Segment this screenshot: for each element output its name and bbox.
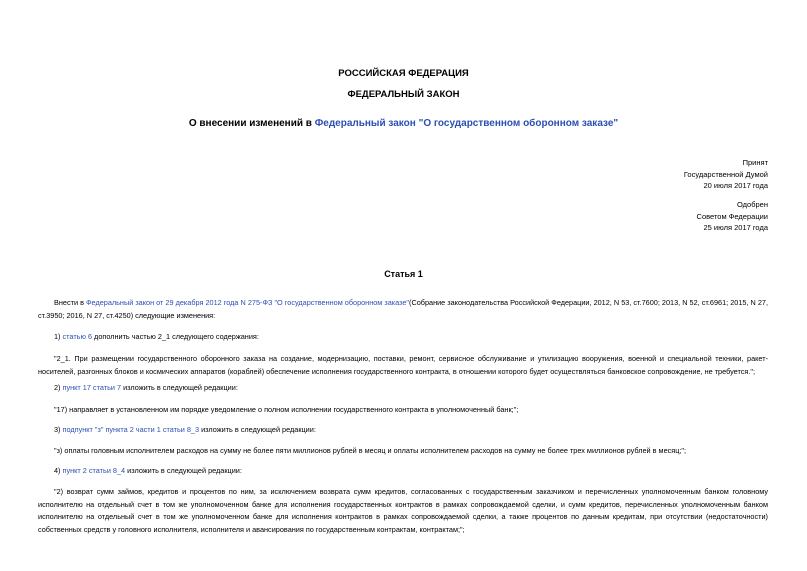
paragraph-text: 1) bbox=[54, 332, 63, 341]
law-title-link[interactable]: Федеральный закон "О государственном оборонном заказе" bbox=[314, 118, 619, 129]
country-heading: РОССИЙСКАЯ ФЕДЕРАЦИЯ bbox=[338, 68, 469, 79]
approved-label: Одобрен bbox=[737, 200, 768, 209]
article-7-link[interactable]: пункт 17 статьи 7 bbox=[62, 383, 122, 392]
paragraph-text: дополнить частью 2_1 следующего содержания: bbox=[92, 332, 259, 341]
paragraph-quote-4 bbox=[38, 486, 768, 536]
paragraph-text: 2) bbox=[54, 383, 63, 392]
paragraph-quote-3 bbox=[38, 445, 768, 458]
paragraph-text: Внести в bbox=[54, 298, 86, 307]
paragraph-text: изложить в следующей редакции: bbox=[125, 466, 242, 475]
law-title-prefix: О внесении изменений в bbox=[188, 118, 315, 129]
paragraph-text: 3) bbox=[54, 425, 63, 434]
adopted-label: Принят bbox=[742, 158, 768, 167]
paragraph-item-2 bbox=[38, 382, 768, 395]
law-title bbox=[0, 118, 807, 129]
paragraph-text: изложить в следующей редакции: bbox=[199, 425, 316, 434]
paragraph-text: "2_1. При размещении государственного оборонного заказа на создание, модернизацию, поставки, ремонт, сервисное обслуживание и утилизацию вооружения, военной и специальной техники, ракет-носителей, разгонных блоков и космических аппаратов (кораблей) обеспечение исполнения государственного контракта, в отношении которого будет осуществляться банковское сопровождение, не требуется."; bbox=[38, 354, 768, 376]
paragraph-quote-1 bbox=[38, 353, 768, 378]
article-title: Статья 1 bbox=[384, 269, 423, 279]
approved-body: Советом Федерации bbox=[696, 211, 768, 221]
paragraph-text: "2) возврат сумм займов, кредитов и процентов по ним, за исключением возврата сумм кредитов, согласованных с государственным заказчиком и перечисленных уполномоченным банком головному исполнителю на отдельный счет в том же уполномоченном банке для исполнения государственных контрактов в рамках сопровождаемой сделки, и сумм кредитов, перечисленных уполномоченным банком исполнителю на отдельный счет в том же уполномоченном банке для исполнения контрактов в рамках сопровождаемой сделки, а также процентов по данным кредитам, при отсутствии (недостаточности) собственных средств у головного исполнителя, исполнителя и авансирования по государственным контрактам, контрактам;"; bbox=[38, 487, 768, 534]
paragraph-intro bbox=[38, 297, 768, 322]
paragraph-text: "17) направляет в установленном им порядке уведомление о полном исполнении государственного контракта в уполномоченный банк;"; bbox=[54, 405, 519, 414]
paragraph-item-4 bbox=[38, 465, 768, 478]
paragraph-text: изложить в следующей редакции: bbox=[121, 383, 238, 392]
article-8-4-link[interactable]: пункт 2 статьи 8_4 bbox=[62, 466, 126, 475]
paragraph-quote-2 bbox=[38, 404, 768, 417]
paragraph-text: "з) оплаты головным исполнителем расходов на сумму не более пяти миллионов рублей в месяц и оплаты исполнителем расходов на сумму не более трех миллионов рублей в месяц;"; bbox=[54, 446, 687, 455]
adopted-date: 20 июля 2017 года bbox=[703, 181, 768, 190]
approved-date: 25 июля 2017 года bbox=[703, 223, 768, 232]
adopted-body: Государственной Думой bbox=[683, 169, 768, 179]
paragraph-item-1 bbox=[38, 331, 768, 344]
adopted-block bbox=[684, 157, 768, 192]
approved-block bbox=[697, 199, 768, 234]
law-link[interactable]: Федеральный закон от 29 декабря 2012 года N 275-ФЗ "О государственном оборонном заказе" bbox=[86, 298, 410, 307]
paragraph-text: (Собрание законодательства Российской Федерации, 2012, N 53, ст.7600; 2013, N 52, ст.6961; 2015, N 27, ст.3950; 2016, N 27, ст.4250) следующие изменения: bbox=[38, 298, 768, 320]
paragraph-item-3 bbox=[38, 424, 768, 437]
article-8-3-link[interactable]: подпункт "з" пункта 2 части 1 статьи 8_3 bbox=[62, 425, 200, 434]
article-6-link[interactable]: статью 6 bbox=[62, 332, 93, 341]
law-type-heading: ФЕДЕРАЛЬНЫЙ ЗАКОН bbox=[347, 89, 460, 100]
paragraph-text: 4) bbox=[54, 466, 63, 475]
